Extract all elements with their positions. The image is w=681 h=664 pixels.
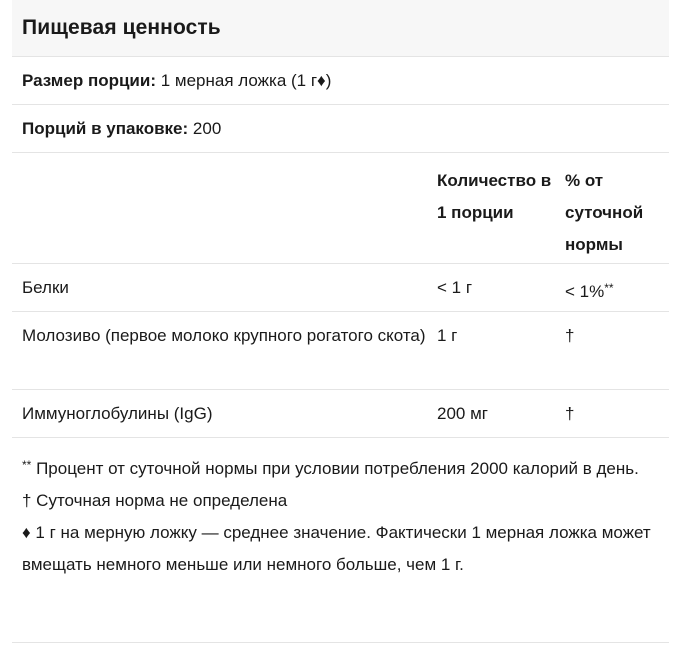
panel-title: Пищевая ценность [12,0,669,57]
footnote-daily-value-text: Процент от суточной нормы при условии потребления 2000 калорий в день. [31,459,639,478]
nutrient-amount: < 1 г [437,278,473,297]
nutrient-name: Белки [22,278,69,297]
servings-per-container-label: Порций в упаковке: [22,119,189,138]
serving-size-value: 1 мерная ложка (1 г♦) [160,71,332,90]
table-row [12,312,669,390]
footnote-mark: ** [604,281,614,295]
servings-per-container-row [12,105,669,153]
nutrient-daily-value: † [565,326,575,345]
nutrient-daily-value [565,273,669,311]
footnote-diamond: ♦ 1 г на мерную ложку — среднее значение. Фактически 1 мерная ложка может вмещать немного меньше или немного больше, чем 1 г. [22,523,651,574]
nutrient-amount: 1 г [437,326,458,345]
table-header-row [12,153,669,264]
table-row [12,390,669,438]
table-row [12,264,669,312]
servings-per-container-value: 200 [192,119,222,138]
nutrient-name: Молозиво (первое молоко крупного рогатого скота) [22,326,426,345]
footnote-mark: ** [22,458,32,472]
footnote-daily-value [22,449,669,485]
footnotes [12,438,669,643]
header-nutrient-cell [12,165,437,263]
nutrient-amount: 200 мг [437,404,488,423]
nutrient-name: Иммуноглобулины (IgG) [22,404,213,423]
daily-value-text: < 1% [565,282,605,301]
serving-size-label: Размер порции: [22,71,156,90]
nutrition-facts-panel [12,0,669,643]
nutrient-daily-value: † [565,404,575,423]
serving-size-row [12,57,669,105]
footnote-dagger: † Суточная норма не определена [22,491,288,510]
header-daily-value: % от суточной нормы [565,171,644,254]
header-amount: Количество в 1 порции [437,171,552,222]
